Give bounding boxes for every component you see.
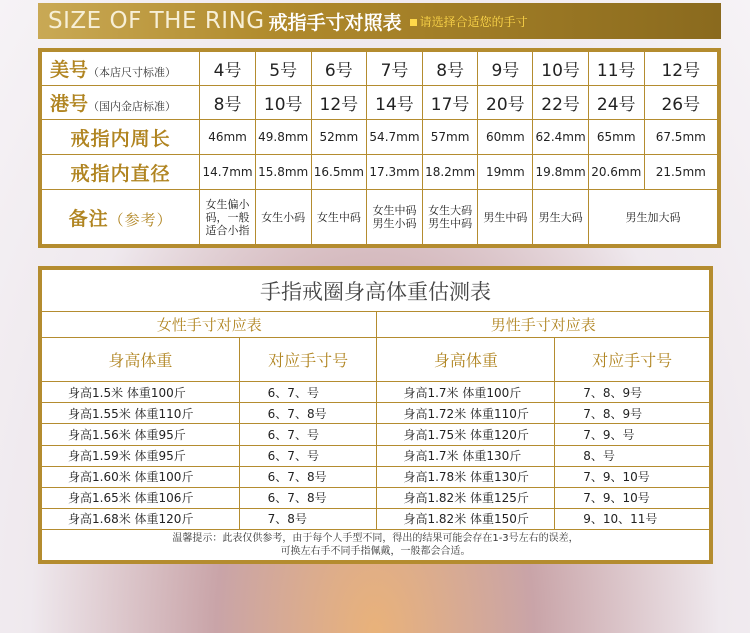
table-cell: 49.8mm (255, 120, 311, 155)
table-cell: 身高1.78米 体重130斤 (377, 466, 555, 487)
table-cell: 5号 (255, 52, 311, 86)
table-cell: 9、10、11号 (555, 508, 710, 529)
table-row (42, 466, 710, 487)
column-header: 对应手寸号 (555, 338, 710, 382)
title-hint: 请选择合适您的手寸 (410, 13, 528, 30)
table-cell: 4号 (200, 52, 256, 86)
table-cell: 身高1.82米 体重150斤 (377, 508, 555, 529)
title-english: SIZE OF THE RING (48, 8, 265, 34)
table-cell: 7、8、9号 (555, 382, 710, 403)
table-cell: 7、9、号 (555, 424, 710, 445)
table-cell: 52mm (311, 120, 367, 155)
table-cell: 62.4mm (533, 120, 589, 155)
row-header: 戒指内周长 (42, 120, 200, 155)
table-cell: 7、8、9号 (555, 403, 710, 424)
male-section-title: 男性手寸对应表 (377, 312, 710, 338)
table-cell: 21.5mm (644, 155, 717, 190)
title-banner (38, 3, 721, 39)
row-diameter (42, 155, 718, 190)
table-cell: 女生中码男生小码 (367, 190, 423, 245)
table-cell: 15.8mm (255, 155, 311, 190)
table-cell: 8、号 (555, 445, 710, 466)
row-header: 港号（国内金店标准） (42, 86, 200, 120)
ring-size-table (38, 48, 721, 248)
column-header: 身高体重 (377, 338, 555, 382)
table-cell: 身高1.7米 体重130斤 (377, 445, 555, 466)
table-cell: 6、7、号 (239, 445, 377, 466)
table-cell: 46mm (200, 120, 256, 155)
table-cell: 6、7、8号 (239, 487, 377, 508)
table-cell: 身高1.5米 体重100斤 (42, 382, 240, 403)
table-cell: 女生小码 (255, 190, 311, 245)
table-cell: 身高1.72米 体重110斤 (377, 403, 555, 424)
table-cell: 9号 (478, 52, 533, 86)
table-cell: 12号 (311, 86, 367, 120)
table-cell: 12号 (644, 52, 717, 86)
column-header: 身高体重 (42, 338, 240, 382)
table-cell: 24号 (588, 86, 644, 120)
table-cell: 女生大码男生中码 (422, 190, 478, 245)
table-cell: 20号 (478, 86, 533, 120)
table-cell: 男生加大码 (588, 190, 717, 245)
table-cell: 20.6mm (588, 155, 644, 190)
table-cell: 10号 (533, 52, 589, 86)
table-cell: 6、7、号 (239, 424, 377, 445)
table-cell: 6、7、8号 (239, 466, 377, 487)
table-cell: 身高1.75米 体重120斤 (377, 424, 555, 445)
title-chinese: 戒指手寸对照表 (268, 11, 402, 34)
table-cell: 17号 (422, 86, 478, 120)
table-cell: 16.5mm (311, 155, 367, 190)
row-hk-size (42, 86, 718, 120)
table-cell: 7、8号 (239, 508, 377, 529)
table-cell: 8号 (422, 52, 478, 86)
table-cell: 14.7mm (200, 155, 256, 190)
table-cell: 7、9、10号 (555, 466, 710, 487)
height-weight-table (38, 266, 713, 564)
table-cell: 男生大码 (533, 190, 589, 245)
table-cell: 身高1.65米 体重106斤 (42, 487, 240, 508)
table-cell: 10号 (255, 86, 311, 120)
table-cell: 6、7、8号 (239, 403, 377, 424)
table-cell: 6、7、号 (239, 382, 377, 403)
table-cell: 6号 (311, 52, 367, 86)
table-cell: 14号 (367, 86, 423, 120)
table-cell: 22号 (533, 86, 589, 120)
female-section-title: 女性手寸对应表 (42, 312, 377, 338)
table-cell: 17.3mm (367, 155, 423, 190)
table-cell: 身高1.55米 体重110斤 (42, 403, 240, 424)
row-header: 美号（本店尺寸标准） (42, 52, 200, 86)
square-bullet-icon (410, 19, 417, 26)
table-cell: 54.7mm (367, 120, 423, 155)
table-cell: 19.8mm (533, 155, 589, 190)
table-cell: 60mm (478, 120, 533, 155)
table-row (42, 508, 710, 529)
table-cell: 男生中码 (478, 190, 533, 245)
table-cell: 7、9、10号 (555, 487, 710, 508)
table-cell: 身高1.59米 体重95斤 (42, 445, 240, 466)
table-cell: 11号 (588, 52, 644, 86)
table-cell: 身高1.82米 体重125斤 (377, 487, 555, 508)
row-us-size (42, 52, 718, 86)
table-cell: 女生中码 (311, 190, 367, 245)
table-row (42, 424, 710, 445)
row-circumference (42, 120, 718, 155)
table-row (42, 382, 710, 403)
row-header: 戒指内直径 (42, 155, 200, 190)
table-row (42, 487, 710, 508)
table-cell: 7号 (367, 52, 423, 86)
table-cell: 女生偏小码，一般适合小指 (200, 190, 256, 245)
tip-text: 温馨提示：此表仅供参考，由于每个人手型不同，得出的结果可能会存在1-3号左右的误差， 可换左右手不同手指佩戴，一般都会合适。 (42, 529, 710, 560)
row-header: 备注（参考） (42, 190, 200, 245)
table-cell: 8号 (200, 86, 256, 120)
table-cell: 57mm (422, 120, 478, 155)
table-title: 手指戒圈身高体重估测表 (42, 270, 710, 312)
table-row (42, 403, 710, 424)
row-notes (42, 190, 718, 245)
table-cell: 身高1.7米 体重100斤 (377, 382, 555, 403)
table-cell: 18.2mm (422, 155, 478, 190)
table-cell: 身高1.56米 体重95斤 (42, 424, 240, 445)
table-cell: 65mm (588, 120, 644, 155)
table-row (42, 445, 710, 466)
table-cell: 67.5mm (644, 120, 717, 155)
table-cell: 19mm (478, 155, 533, 190)
column-header: 对应手寸号 (239, 338, 377, 382)
table-cell: 身高1.60米 体重100斤 (42, 466, 240, 487)
table-cell: 身高1.68米 体重120斤 (42, 508, 240, 529)
table-cell: 26号 (644, 86, 717, 120)
